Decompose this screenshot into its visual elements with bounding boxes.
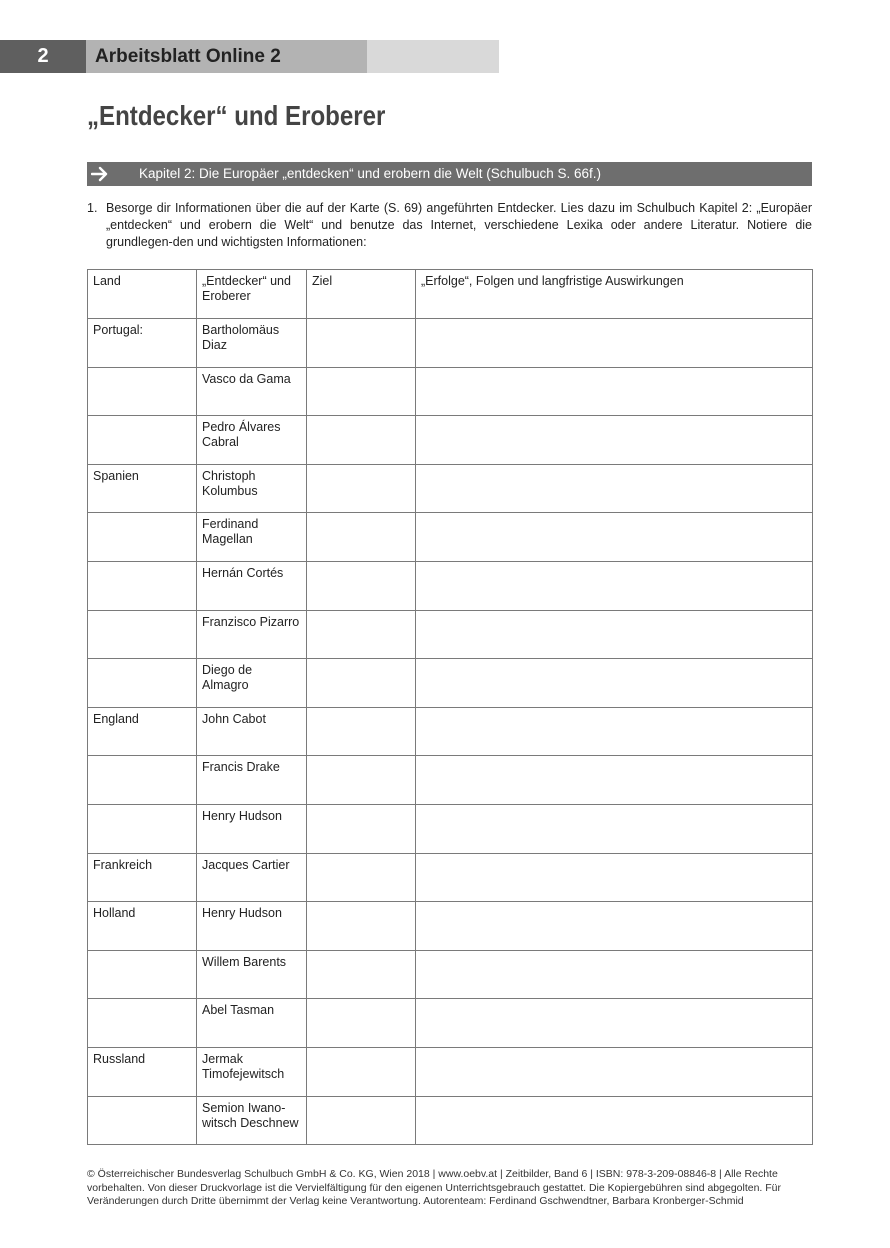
cell-erfolge-input[interactable] <box>416 1096 813 1145</box>
cell-erfolge-input[interactable] <box>416 902 813 951</box>
cell-erfolge-input[interactable] <box>416 416 813 465</box>
cell-ziel-input[interactable] <box>307 804 416 853</box>
cell-explorer: Diego de Almagro <box>197 659 307 708</box>
cell-erfolge-input[interactable] <box>416 464 813 513</box>
cell-ziel-input[interactable] <box>307 464 416 513</box>
chapter-banner <box>87 162 812 186</box>
cell-explorer: Abel Tasman <box>197 999 307 1048</box>
table-row <box>88 319 813 368</box>
header-entdecker: „Entdecker“ und Eroberer <box>197 270 307 319</box>
header-land: Land <box>88 270 197 319</box>
header-ziel: Ziel <box>307 270 416 319</box>
cell-ziel-input[interactable] <box>307 853 416 902</box>
cell-land: Russland <box>88 1047 197 1096</box>
chapter-text: Kapitel 2: Die Europäer „entdecken“ und erobern die Welt (Schulbuch S. 66f.) <box>139 166 602 181</box>
cell-explorer: John Cabot <box>197 707 307 756</box>
table-row <box>88 1047 813 1096</box>
cell-land <box>88 513 197 562</box>
cell-erfolge-input[interactable] <box>416 1047 813 1096</box>
cell-land: Holland <box>88 902 197 951</box>
cell-ziel-input[interactable] <box>307 1096 416 1145</box>
cell-ziel-input[interactable] <box>307 416 416 465</box>
cell-ziel-input[interactable] <box>307 902 416 951</box>
table-row <box>88 707 813 756</box>
table-row <box>88 416 813 465</box>
cell-erfolge-input[interactable] <box>416 610 813 659</box>
table-header-row <box>88 270 813 319</box>
cell-land <box>88 999 197 1048</box>
table-row <box>88 950 813 999</box>
table-row <box>88 561 813 610</box>
cell-erfolge-input[interactable] <box>416 513 813 562</box>
cell-explorer: Ferdinand Magellan <box>197 513 307 562</box>
table-row <box>88 999 813 1048</box>
cell-land <box>88 804 197 853</box>
cell-explorer: Pedro Álvares Cabral <box>197 416 307 465</box>
cell-land: Spanien <box>88 464 197 513</box>
cell-land: Portugal: <box>88 319 197 368</box>
header-decoration <box>367 40 499 73</box>
sheet-title: Arbeitsblatt Online 2 <box>86 40 367 73</box>
cell-erfolge-input[interactable] <box>416 950 813 999</box>
cell-land: Frankreich <box>88 853 197 902</box>
cell-ziel-input[interactable] <box>307 950 416 999</box>
table-row <box>88 610 813 659</box>
cell-land <box>88 416 197 465</box>
page-title: „Entdecker“ und Eroberer <box>87 100 386 131</box>
table-row <box>88 853 813 902</box>
header-erfolge: „Erfolge“, Folgen und langfristige Auswirkungen <box>416 270 813 319</box>
cell-land <box>88 367 197 416</box>
cell-explorer: Christoph Kolumbus <box>197 464 307 513</box>
cell-ziel-input[interactable] <box>307 659 416 708</box>
task-text: Besorge dir Informationen über die auf der Karte (S. 69) angeführten Entdecker. Lies dazu im Schulbuch Kapitel 2: „Europäer „entdecken“ und erobern die Welt“ und benutze das Internet, verschiedene Lexika oder andere Literatur. Notiere die grundlegen-den und wichtigsten Informationen: <box>106 201 812 249</box>
cell-explorer: Henry Hudson <box>197 804 307 853</box>
cell-land <box>88 561 197 610</box>
cell-land <box>88 950 197 999</box>
cell-land <box>88 756 197 805</box>
cell-land <box>88 659 197 708</box>
cell-explorer: Willem Barents <box>197 950 307 999</box>
cell-erfolge-input[interactable] <box>416 659 813 708</box>
cell-land: England <box>88 707 197 756</box>
cell-ziel-input[interactable] <box>307 513 416 562</box>
cell-explorer: Jacques Cartier <box>197 853 307 902</box>
cell-erfolge-input[interactable] <box>416 999 813 1048</box>
cell-ziel-input[interactable] <box>307 319 416 368</box>
cell-explorer: Bartholomäus Diaz <box>197 319 307 368</box>
page-number: 2 <box>0 40 86 73</box>
cell-explorer: Franzisco Pizarro <box>197 610 307 659</box>
cell-ziel-input[interactable] <box>307 999 416 1048</box>
table-row <box>88 464 813 513</box>
task-number: 1. <box>87 201 98 215</box>
cell-erfolge-input[interactable] <box>416 756 813 805</box>
arrow-right-icon <box>91 165 109 183</box>
cell-explorer: Hernán Cortés <box>197 561 307 610</box>
cell-erfolge-input[interactable] <box>416 707 813 756</box>
table-row <box>88 513 813 562</box>
cell-erfolge-input[interactable] <box>416 853 813 902</box>
table-row <box>88 659 813 708</box>
table-row <box>88 1096 813 1145</box>
table-row <box>88 804 813 853</box>
cell-ziel-input[interactable] <box>307 707 416 756</box>
cell-explorer: Henry Hudson <box>197 902 307 951</box>
cell-explorer: Semion Iwano-witsch Deschnew <box>197 1096 307 1145</box>
cell-erfolge-input[interactable] <box>416 804 813 853</box>
cell-ziel-input[interactable] <box>307 610 416 659</box>
explorer-table <box>87 269 813 1145</box>
cell-explorer: Francis Drake <box>197 756 307 805</box>
cell-erfolge-input[interactable] <box>416 367 813 416</box>
table-row <box>88 756 813 805</box>
copyright-footer: © Österreichischer Bundesverlag Schulbuch GmbH & Co. KG, Wien 2018 | www.oebv.at | Zeitbilder, Band 6 | ISBN: 978-3-209-08846-8 | Alle Rechte vorbehalten. Von dieser Druckvorlage ist die Vervielfältigung für den eigenen Unterrichtsgebrauch gestattet. Die Kopiergebühren sind abgegolten. Für Veränderungen durch Dritte übernimmt der Verlag keine Verantwortung. Autorenteam: Ferdinand Gschwendtner, Barbara Kronberger-Schmid <box>87 1168 782 1207</box>
cell-ziel-input[interactable] <box>307 367 416 416</box>
cell-erfolge-input[interactable] <box>416 319 813 368</box>
cell-land <box>88 610 197 659</box>
task-instruction <box>87 200 812 251</box>
cell-explorer: Vasco da Gama <box>197 367 307 416</box>
cell-erfolge-input[interactable] <box>416 561 813 610</box>
header-bar <box>0 40 499 73</box>
table-row <box>88 367 813 416</box>
cell-ziel-input[interactable] <box>307 756 416 805</box>
cell-land <box>88 1096 197 1145</box>
cell-ziel-input[interactable] <box>307 561 416 610</box>
cell-explorer: Jermak Timofejewitsch <box>197 1047 307 1096</box>
table-row <box>88 902 813 951</box>
cell-ziel-input[interactable] <box>307 1047 416 1096</box>
